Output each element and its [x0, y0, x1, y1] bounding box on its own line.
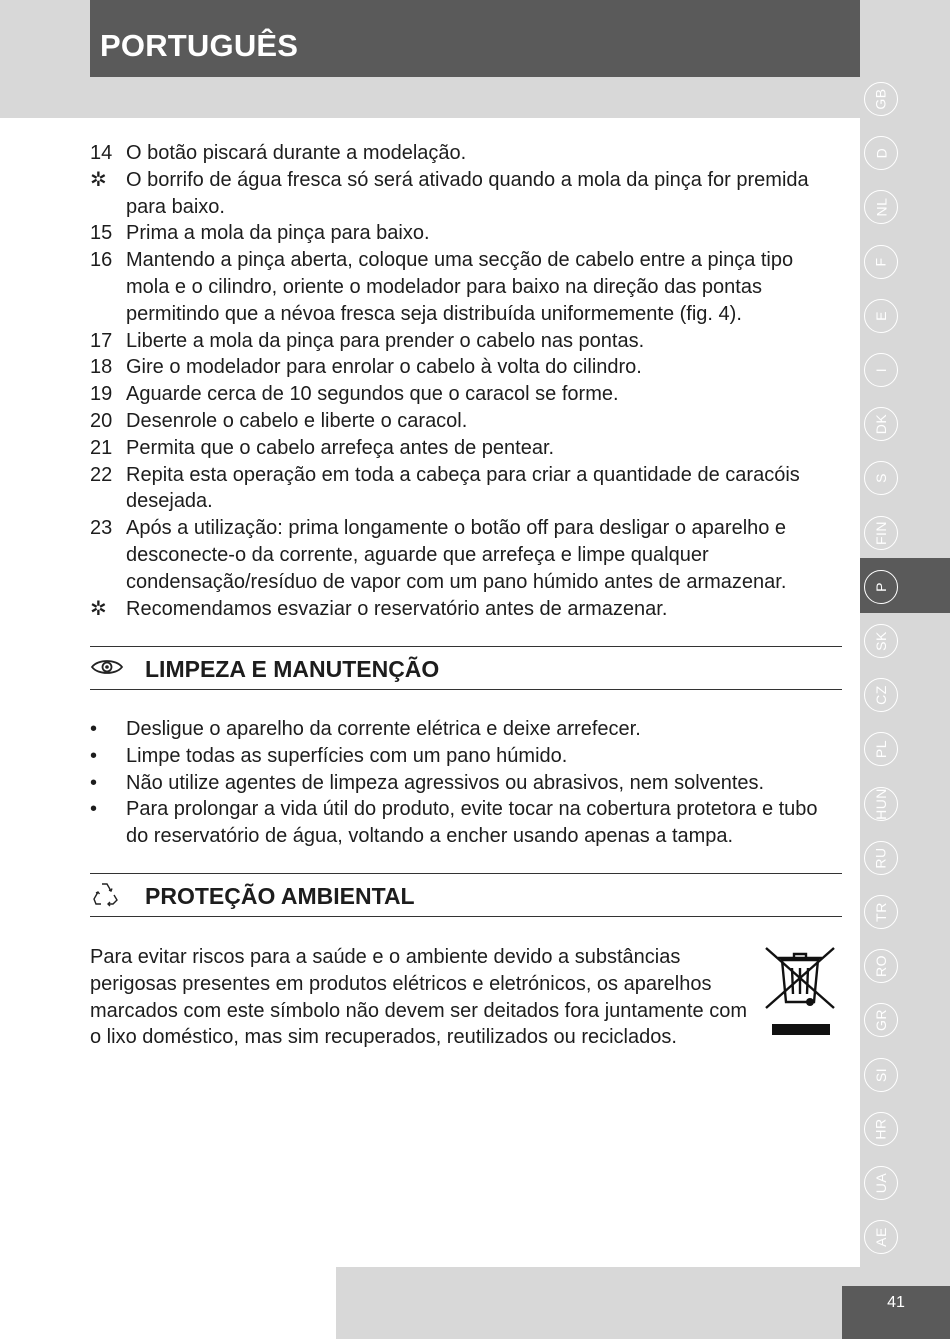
bullet-icon: • [90, 718, 98, 740]
step-number: 18 [90, 356, 113, 379]
language-tab-label: CZ [872, 685, 889, 706]
step-row [90, 462, 842, 516]
tip-row [90, 167, 842, 221]
language-tab-hun[interactable] [864, 787, 898, 821]
language-tab-label: UA [872, 1172, 889, 1194]
language-tab-ro[interactable] [864, 949, 898, 983]
page-header [90, 0, 860, 77]
language-tab-label: RU [872, 847, 889, 869]
step-text: Desenrole o cabelo e liberte o caracol. [126, 409, 468, 432]
language-tab-ru[interactable] [864, 841, 898, 875]
step-row [90, 247, 842, 327]
language-tab-label: E [873, 310, 889, 321]
environment-text: Para evitar riscos para a saúde e o ambiente devido a substâncias perigosas presentes em produtos elétricos e eletrónicos, os aparelhos marcados com este símbolo não devem ser deitados fora juntamente com o lixo doméstico, mas sim recuperados, reutilizados ou reciclados. [90, 946, 747, 1049]
instruction-steps [90, 140, 842, 622]
bullet-icon: • [90, 798, 98, 821]
step-number: 23 [90, 517, 113, 540]
language-tab-fin[interactable] [864, 516, 898, 550]
step-number: 14 [90, 142, 113, 164]
step-number: 22 [90, 463, 113, 486]
language-tab-f[interactable] [864, 245, 898, 279]
language-tab-label: PL [873, 740, 889, 759]
language-tab-cz[interactable] [864, 678, 898, 712]
page-number: 41 [887, 1294, 905, 1311]
step-text: Aguarde cerca de 10 segundos que o caracol se forme. [126, 383, 619, 406]
step-number: 16 [90, 249, 113, 272]
step-row [90, 328, 842, 355]
step-number: 15 [90, 222, 113, 245]
cleaning-list [90, 716, 842, 850]
language-tab-label: D [873, 147, 889, 159]
language-tab-i[interactable] [864, 353, 898, 387]
step-text: Após a utilização: prima longamente o botão off para desligar o aparelho e desconecte-o da corrente, aguarde que arrefeça e limpe qualquer condensação/resíduo de vapor com um pano húmido antes de armazenar. [126, 517, 787, 593]
language-tab-hr[interactable] [864, 1112, 898, 1146]
cleaning-title: LIMPEZA E MANUTENÇÃO [145, 656, 440, 682]
language-tab-label: HR [872, 1118, 889, 1140]
language-tab-p[interactable] [864, 570, 898, 604]
list-item [90, 770, 842, 797]
step-text: Recomendamos esvaziar o reservatório antes de armazenar. [126, 597, 668, 620]
list-item-text: Para prolongar a vida útil do produto, evite tocar na cobertura protetora e tubo do reservatório de água, voltando a encher usando apenas a tampa. [126, 798, 818, 848]
environment-title: PROTEÇÃO AMBIENTAL [145, 883, 415, 909]
language-tab-label: RO [873, 955, 889, 978]
recycle-icon [90, 881, 124, 907]
sparkle-icon: ✲ [90, 168, 107, 191]
language-tab-label: S [873, 473, 889, 484]
step-row [90, 408, 842, 435]
step-number: 19 [90, 383, 113, 406]
language-tab-label: P [873, 581, 889, 592]
step-row [90, 435, 842, 462]
language-tab-label: F [873, 257, 889, 267]
step-text: O borrifo de água fresca só será ativado quando a mola da pinça for premida para baixo. [126, 168, 809, 218]
tip-row [90, 596, 842, 623]
list-item [90, 716, 842, 743]
list-item [90, 796, 842, 850]
eye-icon [90, 654, 124, 680]
language-tab-label: SK [873, 631, 889, 651]
step-text: Repita esta operação em toda a cabeça para criar a quantidade de caracóis desejada. [126, 463, 800, 513]
step-text: O botão piscará durante a modelação. [126, 142, 467, 164]
bullet-icon: • [90, 744, 98, 767]
language-tab-label: GB [872, 88, 889, 110]
step-text: Gire o modelador para enrolar o cabelo à volta do cilindro. [126, 356, 642, 379]
language-tab-ua[interactable] [864, 1166, 898, 1200]
list-item [90, 743, 842, 770]
language-tab-label: I [872, 367, 889, 373]
page-number-box [842, 1286, 950, 1339]
step-text: Liberte a mola da pinça para prender o cabelo nas pontas. [126, 329, 645, 352]
crossed-out-bin-icon [762, 944, 838, 1038]
language-tab-label: NL [873, 197, 889, 217]
language-tab-e[interactable] [864, 299, 898, 333]
step-number: 20 [90, 409, 113, 432]
page-title: PORTUGUÊS [100, 28, 299, 63]
step-row [90, 220, 842, 247]
language-tab-label: FIN [873, 520, 889, 545]
cleaning-section-header [90, 646, 842, 690]
language-tab-label: GR [873, 1009, 889, 1032]
step-row [90, 354, 842, 381]
step-text: Mantendo a pinça aberta, coloque uma secção de cabelo entre a pinça tipo mola e o cilindro, oriente o modelador para baixo na direção das pontas permitindo que a névoa fresca seja distribuída uniformemente (fig. 4). [126, 249, 794, 325]
step-number: 21 [90, 436, 113, 459]
language-tab-label: TR [872, 902, 889, 922]
language-tab-label: HUN [873, 787, 889, 820]
step-row [90, 381, 842, 408]
language-tab-gb[interactable] [864, 82, 898, 116]
step-row [90, 515, 842, 595]
bullet-icon: • [90, 771, 98, 794]
language-tab-d[interactable] [864, 136, 898, 170]
sparkle-icon: ✲ [90, 597, 107, 620]
environment-section-header [90, 873, 842, 917]
list-item-text: Limpe todas as superfícies com um pano húmido. [126, 744, 568, 767]
list-item-text: Não utilize agentes de limpeza agressivos ou abrasivos, nem solventes. [126, 771, 765, 794]
step-row [90, 140, 842, 167]
language-tab-label: AE [873, 1227, 889, 1248]
list-item-text: Desligue o aparelho da corrente elétrica e deixe arrefecer. [126, 718, 641, 740]
language-tab-label: DK [872, 413, 889, 435]
language-tab-tr[interactable] [864, 895, 898, 929]
language-tab-ae[interactable] [864, 1220, 898, 1254]
language-tab-dk[interactable] [864, 407, 898, 441]
step-text: Prima a mola da pinça para baixo. [126, 222, 430, 245]
step-number: 17 [90, 329, 113, 352]
language-tab-label: SI [872, 1067, 889, 1082]
language-tab-sk[interactable] [864, 624, 898, 658]
language-tab-si[interactable] [864, 1058, 898, 1092]
step-text: Permita que o cabelo arrefeça antes de pentear. [126, 436, 555, 459]
